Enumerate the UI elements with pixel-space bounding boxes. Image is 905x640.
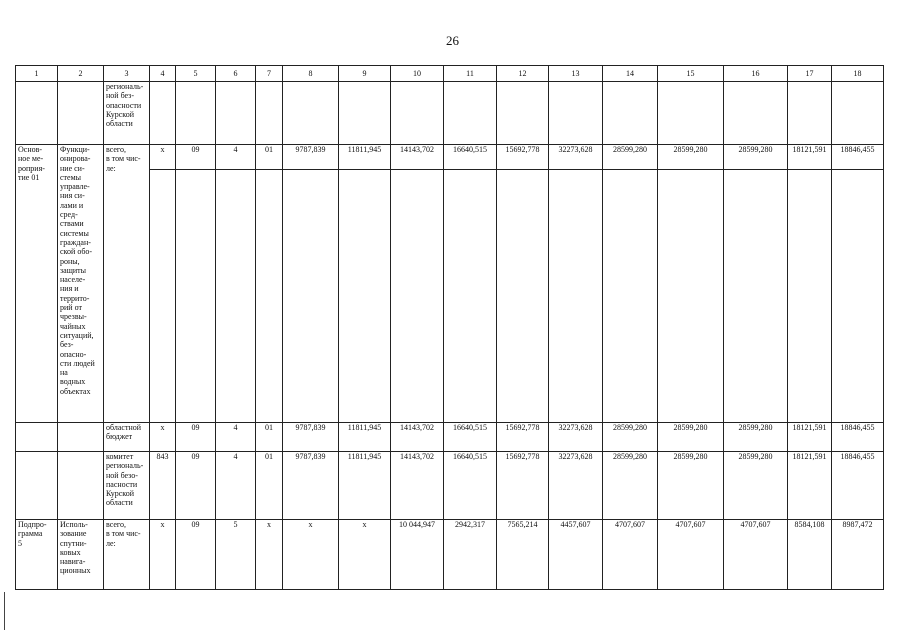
value-cell: 9787,839 — [283, 423, 339, 452]
value-cell: 16640,515 — [444, 145, 497, 170]
value-cell: х — [283, 520, 339, 590]
value-cell: 18846,455 — [832, 452, 884, 520]
value-cell: 32273,628 — [549, 423, 603, 452]
value-cell: 11811,945 — [339, 423, 391, 452]
value-cell: 09 — [176, 423, 216, 452]
value-cell: 18121,591 — [788, 423, 832, 452]
table-cell — [444, 170, 497, 423]
value-cell: 4 — [216, 452, 256, 520]
responsible-cell: региональ- ной без- опасности Курской области — [104, 82, 150, 145]
table-cell — [444, 82, 497, 145]
value-cell: х — [150, 145, 176, 170]
value-cell: 16640,515 — [444, 452, 497, 520]
value-cell: 18121,591 — [788, 452, 832, 520]
page-number: 26 — [446, 33, 459, 48]
activity-name-cell: Исполь- зование спутни- ковых навига- ционных — [58, 520, 104, 590]
col-header: 6 — [216, 66, 256, 82]
col-header: 1 — [16, 66, 58, 82]
table-cell — [16, 423, 58, 452]
col-header: 16 — [724, 66, 788, 82]
value-cell: 14143,702 — [391, 145, 444, 170]
value-cell: 14143,702 — [391, 452, 444, 520]
table-cell — [339, 82, 391, 145]
value-cell: 28599,280 — [724, 452, 788, 520]
value-cell: 09 — [176, 452, 216, 520]
table-cell — [603, 170, 658, 423]
budget-table — [15, 65, 884, 590]
value-cell: 16640,515 — [444, 423, 497, 452]
col-header: 13 — [549, 66, 603, 82]
value-cell: 14143,702 — [391, 423, 444, 452]
table-cell — [724, 170, 788, 423]
col-header: 9 — [339, 66, 391, 82]
value-cell: 01 — [256, 145, 283, 170]
value-cell: 09 — [176, 145, 216, 170]
value-cell: 32273,628 — [549, 452, 603, 520]
responsible-cell: комитет региональ- ной безо- пасности Курской области — [104, 452, 150, 520]
table-cell — [724, 82, 788, 145]
scan-margin-line — [4, 592, 5, 630]
table-cell — [549, 170, 603, 423]
value-cell: 5 — [216, 520, 256, 590]
table-cell — [176, 170, 216, 423]
table-cell — [497, 82, 549, 145]
value-cell: 4707,607 — [724, 520, 788, 590]
table-row — [16, 423, 884, 452]
table-cell — [497, 170, 549, 423]
col-header: 5 — [176, 66, 216, 82]
table-cell — [658, 170, 724, 423]
col-header: 18 — [832, 66, 884, 82]
table-cell — [658, 82, 724, 145]
value-cell: 9787,839 — [283, 145, 339, 170]
value-cell: х — [150, 423, 176, 452]
value-cell: 28599,280 — [658, 423, 724, 452]
table-cell — [16, 82, 58, 145]
activity-code-cell: Основ- ное ме- роприя- тие 01 — [16, 145, 58, 423]
value-cell: 10 044,947 — [391, 520, 444, 590]
table-cell — [58, 452, 104, 520]
value-cell: 18121,591 — [788, 145, 832, 170]
col-header: 2 — [58, 66, 104, 82]
value-cell: 28599,280 — [603, 423, 658, 452]
value-cell: 8584,108 — [788, 520, 832, 590]
col-header: 11 — [444, 66, 497, 82]
value-cell: 7565,214 — [497, 520, 549, 590]
table-cell — [176, 82, 216, 145]
value-cell: 4 — [216, 145, 256, 170]
table-cell — [216, 170, 256, 423]
value-cell: 15692,778 — [497, 452, 549, 520]
col-header: 4 — [150, 66, 176, 82]
activity-name-cell: Функци- онирова- ние си- стемы управле- ния си- лами и сред- ствами системы граждан- ской обо- роны, защиты населе- ния и террито- рий от чрезвы- чайных ситуаций, без- опасно- сти людей на водных объектах — [58, 145, 104, 423]
table-cell — [391, 82, 444, 145]
funding-source-cell: всего, в том чис- ле: — [104, 520, 150, 590]
table-row — [16, 520, 884, 590]
table-cell — [16, 452, 58, 520]
value-cell: 11811,945 — [339, 145, 391, 170]
funding-source-cell: всего, в том чис- ле: — [104, 145, 150, 423]
value-cell: 32273,628 — [549, 145, 603, 170]
funding-source-cell: областной бюджет — [104, 423, 150, 452]
value-cell: х — [150, 520, 176, 590]
table-cell — [256, 82, 283, 145]
value-cell: 8987,472 — [832, 520, 884, 590]
table-cell — [283, 82, 339, 145]
table-row — [16, 452, 884, 520]
table-cell — [832, 170, 884, 423]
value-cell: 28599,280 — [724, 423, 788, 452]
value-cell: х — [256, 520, 283, 590]
table-cell — [788, 82, 832, 145]
value-cell: 4707,607 — [658, 520, 724, 590]
value-cell: 15692,778 — [497, 145, 549, 170]
table-cell — [58, 423, 104, 452]
table-cell — [150, 82, 176, 145]
table-cell — [603, 82, 658, 145]
table-cell — [549, 82, 603, 145]
value-cell: х — [339, 520, 391, 590]
value-cell: 9787,839 — [283, 452, 339, 520]
table-cell — [339, 170, 391, 423]
value-cell: 18846,455 — [832, 145, 884, 170]
value-cell: 2942,317 — [444, 520, 497, 590]
activity-code-cell: Подпро- грамма 5 — [16, 520, 58, 590]
value-cell: 01 — [256, 423, 283, 452]
col-header: 12 — [497, 66, 549, 82]
table-cell — [256, 170, 283, 423]
col-header: 7 — [256, 66, 283, 82]
table-cell — [391, 170, 444, 423]
header-row — [16, 66, 884, 82]
col-header: 3 — [104, 66, 150, 82]
col-header: 14 — [603, 66, 658, 82]
table-row — [16, 145, 884, 170]
value-cell: 843 — [150, 452, 176, 520]
table-cell — [58, 82, 104, 145]
col-header: 15 — [658, 66, 724, 82]
value-cell: 28599,280 — [658, 145, 724, 170]
table-cell — [788, 170, 832, 423]
value-cell: 09 — [176, 520, 216, 590]
table-cell — [832, 82, 884, 145]
value-cell: 28599,280 — [603, 452, 658, 520]
value-cell: 28599,280 — [603, 145, 658, 170]
value-cell: 4707,607 — [603, 520, 658, 590]
value-cell: 18846,455 — [832, 423, 884, 452]
value-cell: 4457,607 — [549, 520, 603, 590]
table-cell — [283, 170, 339, 423]
value-cell: 4 — [216, 423, 256, 452]
value-cell: 11811,945 — [339, 452, 391, 520]
col-header: 8 — [283, 66, 339, 82]
table-cell — [150, 170, 176, 423]
table-row — [16, 82, 884, 145]
value-cell: 15692,778 — [497, 423, 549, 452]
col-header: 17 — [788, 66, 832, 82]
value-cell: 28599,280 — [724, 145, 788, 170]
table-cell — [216, 82, 256, 145]
col-header: 10 — [391, 66, 444, 82]
value-cell: 28599,280 — [658, 452, 724, 520]
value-cell: 01 — [256, 452, 283, 520]
